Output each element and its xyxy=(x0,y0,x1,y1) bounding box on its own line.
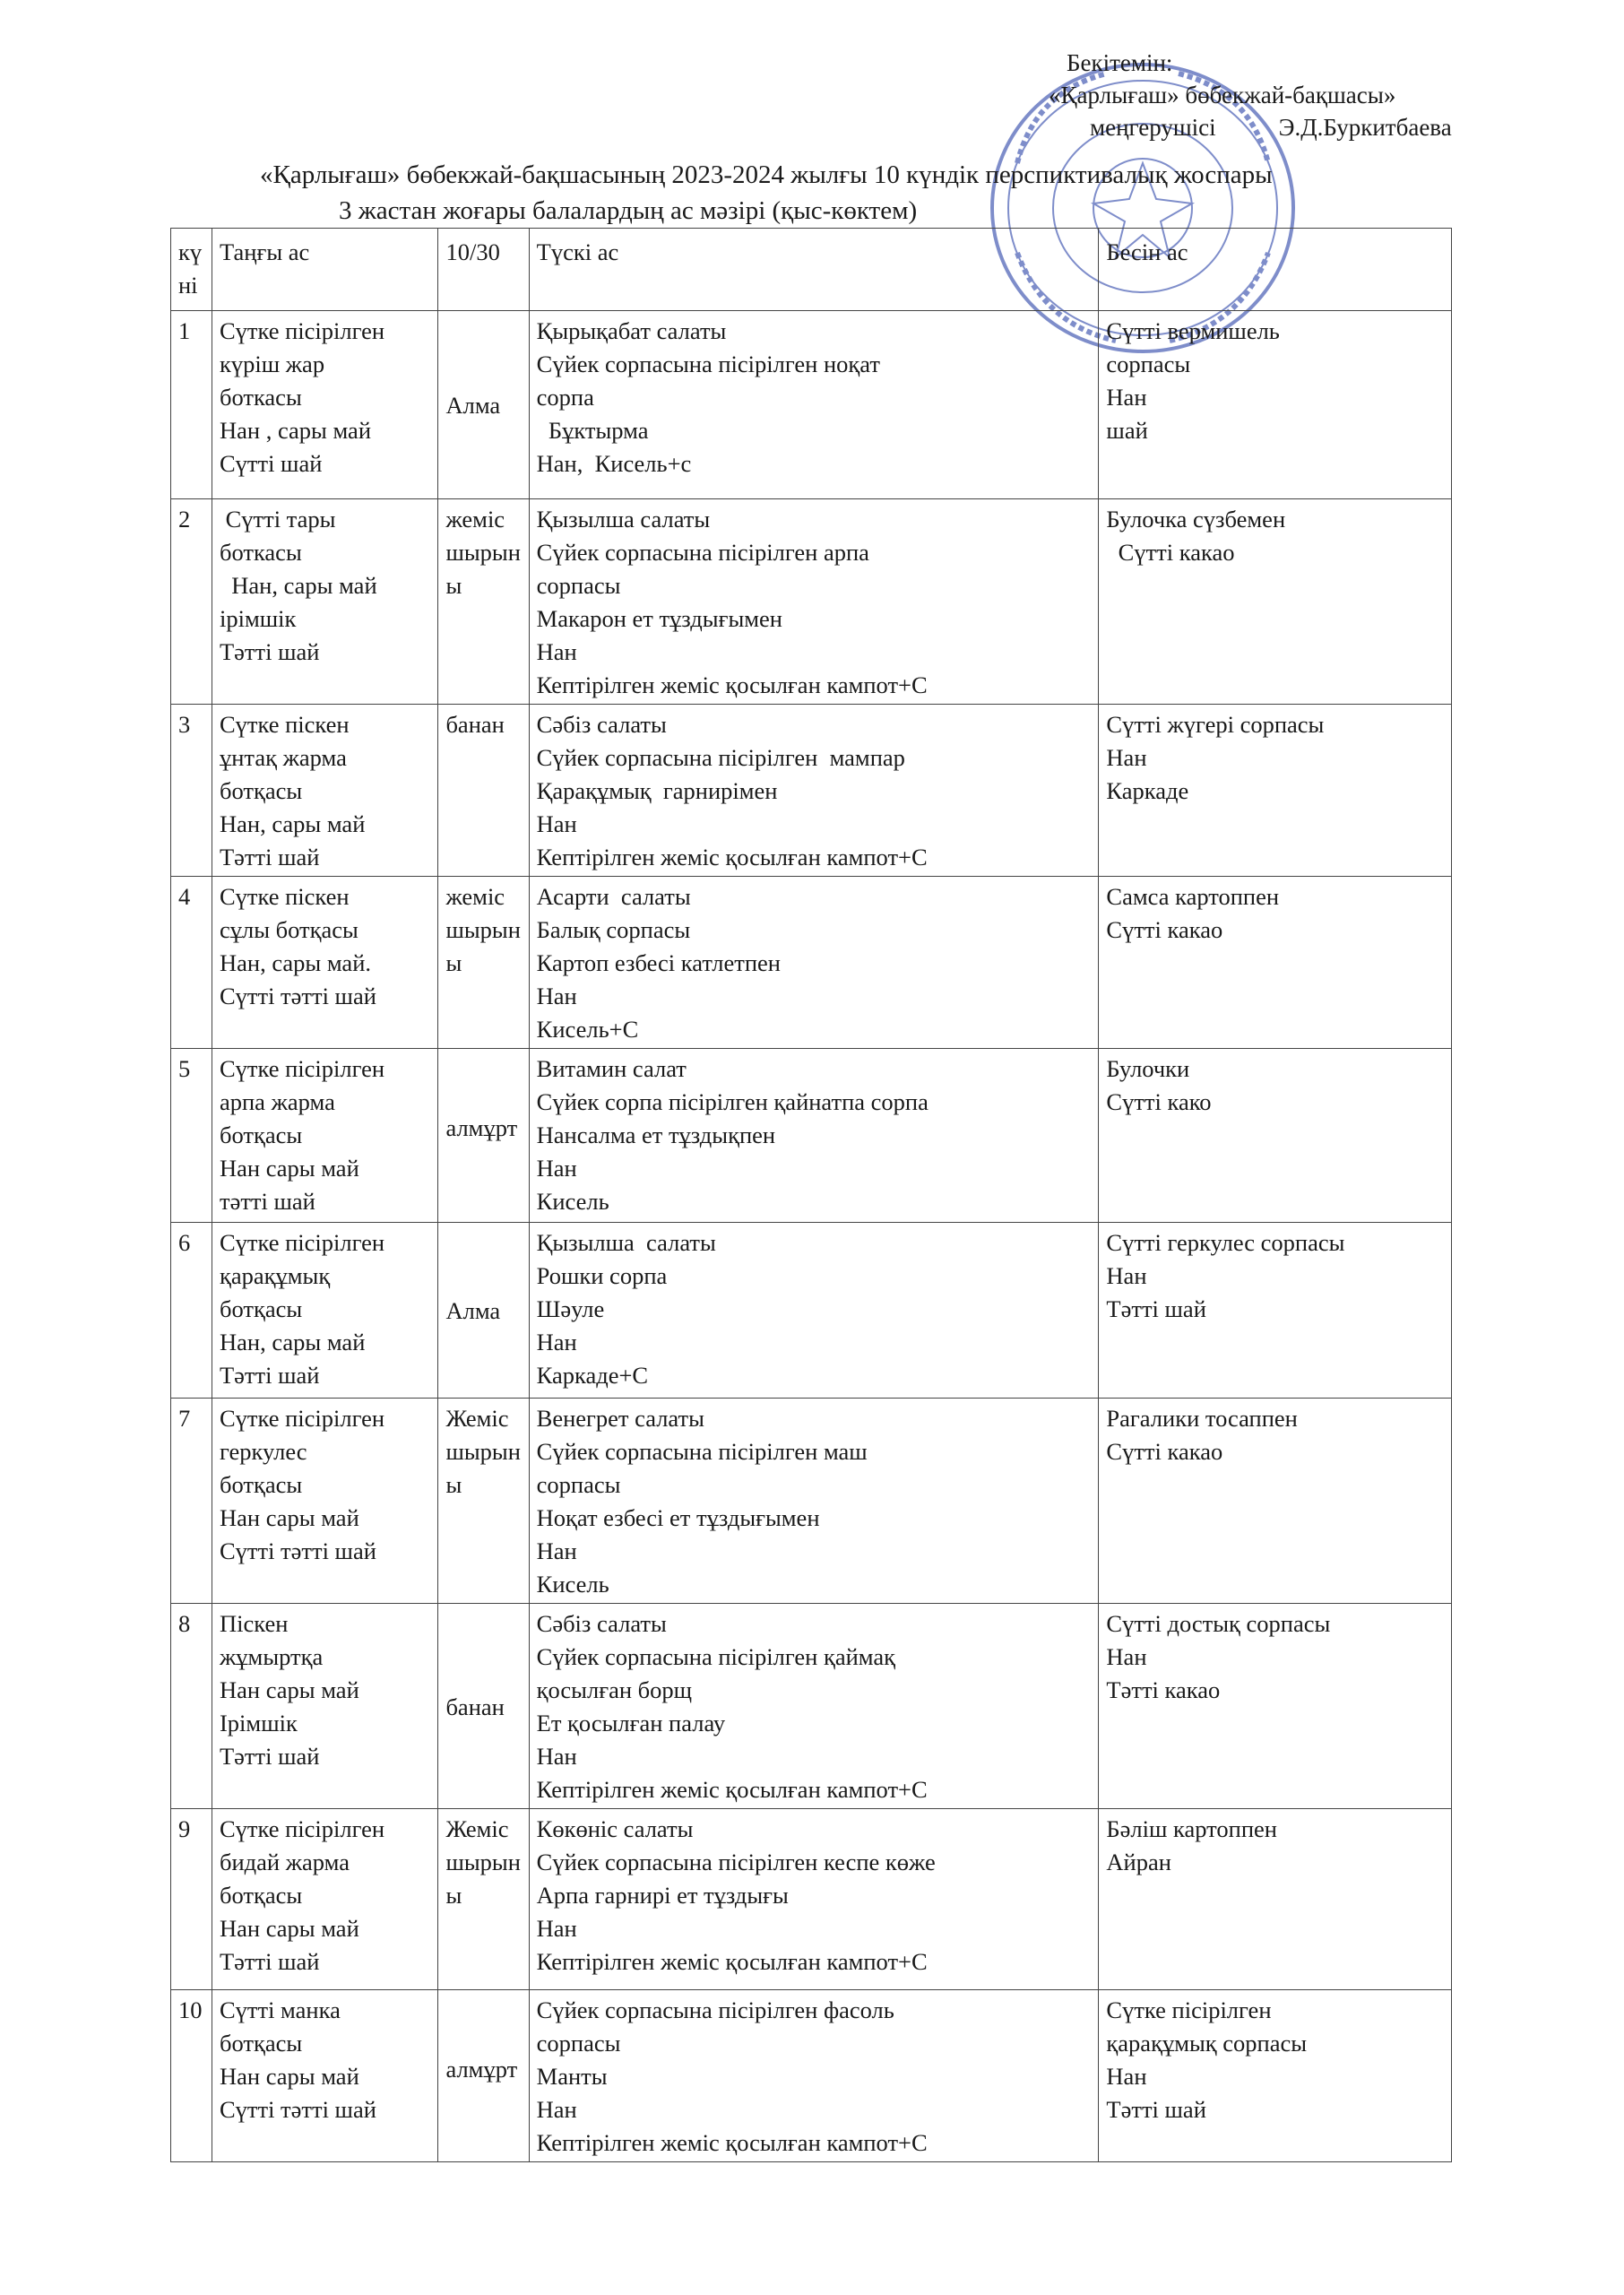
cell-breakfast-line: арпа жарма xyxy=(219,1088,335,1115)
approval-line-head xyxy=(1090,111,1452,143)
cell-tea-line: Рагалики тосаппен xyxy=(1106,1405,1298,1432)
cell-tea xyxy=(1099,1223,1452,1399)
cell-snack-text: алмұрт xyxy=(445,2056,518,2083)
cell-breakfast-line: ботқасы xyxy=(219,1882,303,1909)
cell-breakfast xyxy=(212,1809,437,1990)
cell-lunch-line: Нан xyxy=(536,1155,577,1182)
cell-day: 9 xyxy=(171,1809,212,1990)
cell-snack-text: Жеміс шырыны xyxy=(445,1815,521,1909)
cell-tea xyxy=(1099,1399,1452,1604)
cell-snack xyxy=(438,1049,529,1223)
cell-tea-line: Тәтті какао xyxy=(1106,1676,1221,1703)
cell-lunch-line: қосылған борщ xyxy=(536,1676,693,1703)
cell-snack xyxy=(438,1990,529,2162)
cell-lunch xyxy=(529,311,1099,499)
cell-breakfast-line: боткасы xyxy=(219,539,302,566)
approval-head-name: Э.Д.Буркитбаева xyxy=(1278,114,1452,141)
cell-lunch-line: Нан, Кисель+с xyxy=(536,450,692,477)
cell-lunch-line: Нан xyxy=(536,638,577,665)
cell-lunch-line: Кептірілген жеміс қосылған кампот+С xyxy=(536,1776,928,1803)
cell-day: 4 xyxy=(171,877,212,1049)
cell-lunch xyxy=(529,877,1099,1049)
cell-lunch-line: Кептірілген жеміс қосылған кампот+С xyxy=(536,844,928,870)
cell-lunch-line: Қарақұмық гарнирімен xyxy=(536,777,778,804)
cell-lunch-line: Нан xyxy=(536,2096,577,2123)
cell-lunch xyxy=(529,705,1099,877)
cell-lunch-line: Макарон ет тұздығымен xyxy=(536,605,782,632)
header-day: күні xyxy=(171,229,212,311)
cell-lunch-line: сорпасы xyxy=(536,572,621,599)
table-row xyxy=(171,311,1452,499)
cell-breakfast-line: Сүтке піскен xyxy=(219,883,350,910)
cell-day: 1 xyxy=(171,311,212,499)
table-row xyxy=(171,1809,1452,1990)
cell-tea-line: Сүтті вермишель xyxy=(1106,317,1280,344)
cell-lunch-line: сорпасы xyxy=(536,1471,621,1498)
cell-lunch-line: Кептірілген жеміс қосылған кампот+С xyxy=(536,1948,928,1975)
cell-day: 10 xyxy=(171,1990,212,2162)
header-snack: 10/30 xyxy=(438,229,529,311)
cell-tea-line: Нан xyxy=(1106,384,1147,411)
cell-breakfast-line: ботқасы xyxy=(219,1295,303,1322)
cell-tea-line: Сүтті како xyxy=(1106,1088,1212,1115)
cell-breakfast-line: Тәтті шай xyxy=(219,1948,320,1975)
cell-breakfast-line: күріш жар xyxy=(219,351,325,377)
menu-table xyxy=(170,228,1452,2162)
table-row xyxy=(171,1399,1452,1604)
cell-lunch-line: Балық сорпасы xyxy=(536,916,691,943)
cell-lunch-line: Сүйек сорпасына пісірілген кеспе көже xyxy=(536,1849,936,1875)
cell-lunch-line: Кисель xyxy=(536,1188,609,1215)
cell-breakfast-line: тәтті шай xyxy=(219,1188,315,1215)
table-row xyxy=(171,705,1452,877)
cell-snack xyxy=(438,1809,529,1990)
cell-lunch xyxy=(529,1223,1099,1399)
cell-lunch-line: Сүйек сорпа пісірілген қайнатпа сорпа xyxy=(536,1088,929,1115)
cell-breakfast xyxy=(212,1604,437,1809)
cell-breakfast-line: Сүтке пісірілген xyxy=(219,1815,385,1842)
cell-tea-line: Нан xyxy=(1106,1643,1147,1670)
cell-tea-line: Самса картоппен xyxy=(1106,883,1280,910)
cell-tea-line: Сүтке пісірілген xyxy=(1106,1996,1272,2023)
cell-breakfast xyxy=(212,311,437,499)
table-row xyxy=(171,499,1452,705)
cell-lunch-line: Нан xyxy=(536,983,577,1009)
cell-lunch xyxy=(529,1990,1099,2162)
cell-day: 6 xyxy=(171,1223,212,1399)
cell-tea-line: Тәтті шай xyxy=(1106,1295,1206,1322)
cell-breakfast-line: Нан, сары май. xyxy=(219,949,371,976)
cell-snack-text: Жеміс шырыны xyxy=(445,1405,521,1498)
cell-breakfast-line: жұмыртқа xyxy=(219,1643,324,1670)
cell-lunch-line: Сүйек сорпасына пісірілген арпа xyxy=(536,539,869,566)
menu-table-body xyxy=(171,311,1452,2162)
cell-breakfast-line: Сүтті тәтті шай xyxy=(219,983,376,1009)
cell-breakfast-line: ботқасы xyxy=(219,1471,303,1498)
cell-tea xyxy=(1099,499,1452,705)
cell-lunch-line: Нансалма ет тұздықпен xyxy=(536,1122,776,1148)
cell-tea xyxy=(1099,705,1452,877)
cell-snack xyxy=(438,1399,529,1604)
cell-lunch-line: Кептірілген жеміс қосылған кампот+С xyxy=(536,2129,928,2156)
cell-tea-line: Нан xyxy=(1106,744,1147,771)
cell-lunch-line: Сүйек сорпасына пісірілген фасоль xyxy=(536,1996,894,2023)
cell-tea xyxy=(1099,1049,1452,1223)
cell-lunch xyxy=(529,1809,1099,1990)
cell-tea-line: Сүтті какао xyxy=(1106,1438,1223,1465)
cell-tea xyxy=(1099,1990,1452,2162)
cell-day: 5 xyxy=(171,1049,212,1223)
cell-breakfast-line: Сүтке пісірілген xyxy=(219,1055,385,1082)
cell-lunch-line: Манты xyxy=(536,2063,608,2090)
cell-lunch-line: Каркаде+С xyxy=(536,1362,649,1389)
approval-line-org: «Қарлығаш» бөбекжай-бақшасы» xyxy=(1049,82,1396,108)
cell-lunch-line: Ноқат езбесі ет тұздығымен xyxy=(536,1504,820,1531)
cell-tea-line: Нан xyxy=(1106,2063,1147,2090)
cell-breakfast-line: Нан сары май xyxy=(219,1676,359,1703)
cell-lunch-line: Нан xyxy=(536,1743,577,1770)
cell-breakfast-line: Нан, сары май xyxy=(219,572,377,599)
cell-tea-line: Тәтті шай xyxy=(1106,2096,1206,2123)
cell-tea-line: Сүтті какао xyxy=(1106,916,1223,943)
approval-head-title: меңгерушісі xyxy=(1090,114,1216,141)
cell-lunch-line: Кептірілген жеміс қосылған кампот+С xyxy=(536,671,928,698)
table-row xyxy=(171,1223,1452,1399)
cell-snack xyxy=(438,705,529,877)
cell-breakfast-line: Сүтті тәтті шай xyxy=(219,1537,376,1564)
cell-tea-line: Сүтті достық сорпасы xyxy=(1106,1610,1331,1637)
cell-lunch-line: Нан xyxy=(536,1915,577,1942)
cell-breakfast-line: ботқасы xyxy=(219,2030,303,2057)
approval-line-approve: Бекітемін: xyxy=(1067,49,1173,76)
cell-breakfast-line: Тәтті шай xyxy=(219,844,320,870)
document-subtitle: 3 жастан жоғары балалардың ас мәзірі (қыс-көктем) xyxy=(339,196,918,225)
cell-lunch-line: Кисель xyxy=(536,1571,609,1598)
approval-block xyxy=(1049,47,1452,143)
cell-lunch xyxy=(529,499,1099,705)
cell-lunch-line: Венегрет салаты xyxy=(536,1405,704,1432)
cell-lunch xyxy=(529,1049,1099,1223)
cell-day: 3 xyxy=(171,705,212,877)
cell-tea-line: қарақұмық сорпасы xyxy=(1106,2030,1308,2057)
cell-tea xyxy=(1099,311,1452,499)
cell-lunch-line: Кисель+С xyxy=(536,1016,639,1043)
cell-breakfast xyxy=(212,1399,437,1604)
cell-lunch-line: Бұктырма xyxy=(536,417,649,444)
cell-lunch-line: Сүйек сорпасына пісірілген қаймақ xyxy=(536,1643,895,1670)
cell-breakfast-line: Нан, сары май xyxy=(219,1329,366,1355)
cell-snack-text: алмұрт xyxy=(445,1114,518,1141)
cell-day: 8 xyxy=(171,1604,212,1809)
cell-lunch-line: Арпа гарнирі ет тұздығы xyxy=(536,1882,789,1909)
cell-snack xyxy=(438,877,529,1049)
cell-lunch-line: Сәбіз салаты xyxy=(536,1610,667,1637)
table-row xyxy=(171,1604,1452,1809)
cell-snack-text: Алма xyxy=(445,392,501,419)
cell-tea-line: Каркаде xyxy=(1106,777,1189,804)
cell-lunch-line: Витамин салат xyxy=(536,1055,687,1082)
cell-lunch-line: Рошки сорпа xyxy=(536,1262,668,1289)
cell-lunch-line: Қырықабат салаты xyxy=(536,317,727,344)
cell-snack-text: банан xyxy=(445,1693,505,1720)
cell-lunch-line: Қызылша салаты xyxy=(536,1229,716,1256)
cell-breakfast-line: сұлы ботқасы xyxy=(219,916,358,943)
cell-tea-line: Бәліш картоппен xyxy=(1106,1815,1277,1842)
cell-breakfast-line: қарақұмық xyxy=(219,1262,331,1289)
cell-breakfast-line: ботқасы xyxy=(219,1122,303,1148)
cell-breakfast-line: Нан сары май xyxy=(219,2063,359,2090)
cell-breakfast-line: ботқасы xyxy=(219,777,303,804)
cell-breakfast-line: Сүтке пісірілген xyxy=(219,1229,385,1256)
cell-day: 7 xyxy=(171,1399,212,1604)
cell-tea-line: Булочки xyxy=(1106,1055,1190,1082)
cell-tea-line: Булочка сүзбемен xyxy=(1106,506,1286,533)
cell-snack xyxy=(438,499,529,705)
cell-breakfast-line: Нан сары май xyxy=(219,1915,359,1942)
cell-breakfast-line: Піскен xyxy=(219,1610,289,1637)
cell-lunch-line: Көкөніс салаты xyxy=(536,1815,694,1842)
cell-breakfast-line: Тәтті шай xyxy=(219,1743,320,1770)
cell-tea-line: сорпасы xyxy=(1106,351,1191,377)
document-title: «Қарлығаш» бөбекжай-бақшасының 2023-2024 жылғы 10 күндік перспиктивалық жоспары xyxy=(260,160,1273,189)
cell-breakfast xyxy=(212,1049,437,1223)
cell-breakfast-line: Нан , сары май xyxy=(219,417,371,444)
cell-tea xyxy=(1099,1604,1452,1809)
cell-lunch-line: сорпа xyxy=(536,384,594,411)
cell-snack xyxy=(438,311,529,499)
cell-breakfast-line: Сүтті манка xyxy=(219,1996,341,2023)
cell-day: 2 xyxy=(171,499,212,705)
header-breakfast: Таңғы ас xyxy=(212,229,437,311)
cell-tea-line: Айран xyxy=(1106,1849,1171,1875)
cell-breakfast-line: Сүтке пісірілген xyxy=(219,317,385,344)
cell-breakfast-line: Тәтті шай xyxy=(219,1362,320,1389)
cell-tea xyxy=(1099,877,1452,1049)
cell-breakfast-line: Тәтті шай xyxy=(219,638,320,665)
cell-tea-line: шай xyxy=(1106,417,1148,444)
cell-lunch-line: Картоп езбесі катлетпен xyxy=(536,949,781,976)
table-header-row xyxy=(171,229,1452,311)
cell-breakfast-line: Нан сары май xyxy=(219,1155,359,1182)
cell-snack-text: жеміс шырыны xyxy=(445,506,521,599)
cell-breakfast xyxy=(212,1990,437,2162)
cell-lunch-line: Қызылша салаты xyxy=(536,506,711,533)
cell-tea-line: Сүтті жүгері сорпасы xyxy=(1106,711,1325,738)
cell-snack xyxy=(438,1604,529,1809)
cell-breakfast-line: Ірімшік xyxy=(219,1710,298,1736)
cell-breakfast xyxy=(212,705,437,877)
cell-breakfast xyxy=(212,499,437,705)
cell-breakfast-line: ірімшік xyxy=(219,605,297,632)
cell-lunch-line: Нан xyxy=(536,1537,577,1564)
table-row xyxy=(171,877,1452,1049)
cell-snack-text: банан xyxy=(445,711,505,738)
cell-breakfast-line: Сүтке пісірілген xyxy=(219,1405,385,1432)
cell-snack-text: Алма xyxy=(445,1297,501,1324)
header-lunch: Түскі ас xyxy=(529,229,1099,311)
cell-lunch-line: Шәуле xyxy=(536,1295,605,1322)
cell-tea xyxy=(1099,1809,1452,1990)
cell-lunch xyxy=(529,1604,1099,1809)
cell-tea-line: Нан xyxy=(1106,1262,1147,1289)
cell-lunch-line: Сүйек сорпасына пісірілген маш xyxy=(536,1438,868,1465)
cell-breakfast-line: Нан, сары май xyxy=(219,810,366,837)
cell-breakfast-line: бидай жарма xyxy=(219,1849,350,1875)
cell-breakfast xyxy=(212,1223,437,1399)
cell-breakfast xyxy=(212,877,437,1049)
cell-breakfast-line: геркулес xyxy=(219,1438,307,1465)
cell-breakfast-line: Сүтке піскен xyxy=(219,711,350,738)
cell-lunch-line: Ет қосылған палау xyxy=(536,1710,726,1736)
cell-lunch-line: Сәбіз салаты xyxy=(536,711,667,738)
cell-lunch-line: Нан xyxy=(536,810,577,837)
cell-lunch-line: Сүйек сорпасына пісірілген мампар xyxy=(536,744,905,771)
cell-breakfast-line: Сүтті тәтті шай xyxy=(219,2096,376,2123)
header-tea: Бесін ас xyxy=(1099,229,1452,311)
table-row xyxy=(171,1990,1452,2162)
cell-lunch-line: Нан xyxy=(536,1329,577,1355)
cell-snack-text: жеміс шырыны xyxy=(445,883,521,976)
cell-breakfast-line: ұнтақ жарма xyxy=(219,744,347,771)
cell-lunch-line: сорпасы xyxy=(536,2030,621,2057)
cell-tea-line: Сүтті геркулес сорпасы xyxy=(1106,1229,1345,1256)
cell-breakfast-line: Нан сары май xyxy=(219,1504,359,1531)
cell-tea-line: Сүтті какао xyxy=(1106,539,1235,566)
cell-breakfast-line: боткасы xyxy=(219,384,302,411)
cell-breakfast-line: Сүтті тары xyxy=(219,506,336,533)
cell-lunch-line: Асарти салаты xyxy=(536,883,691,910)
cell-breakfast-line: Сүтті шай xyxy=(219,450,323,477)
cell-snack xyxy=(438,1223,529,1399)
cell-lunch-line: Сүйек сорпасына пісірілген ноқат xyxy=(536,351,880,377)
table-row xyxy=(171,1049,1452,1223)
cell-lunch xyxy=(529,1399,1099,1604)
